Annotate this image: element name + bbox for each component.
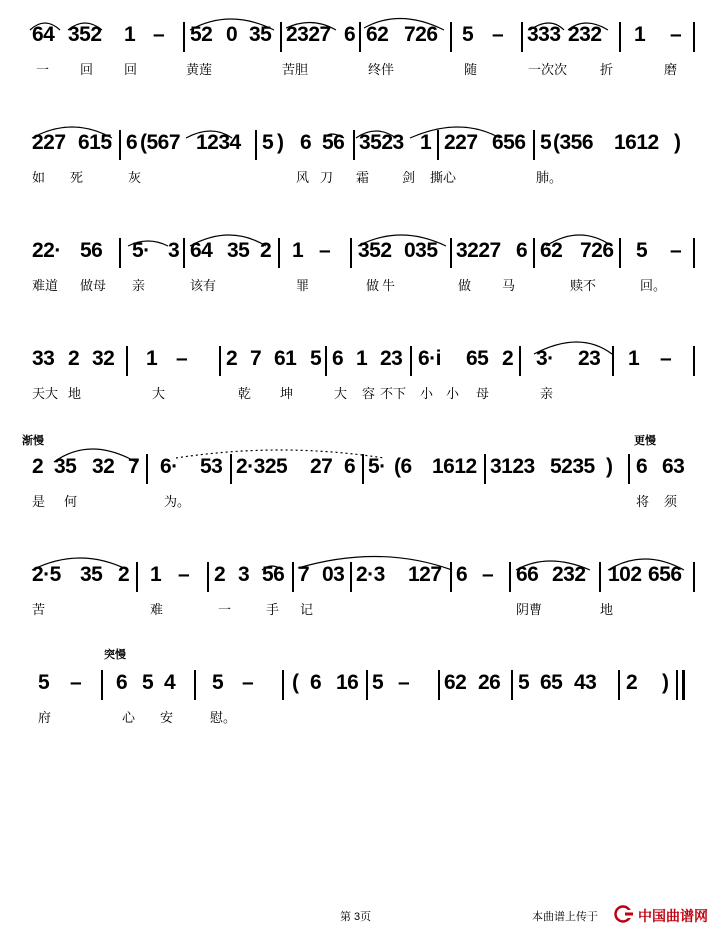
bar-line [325, 346, 327, 376]
site-logo-icon [614, 905, 634, 923]
bar-line [693, 562, 695, 592]
note: 56 [322, 131, 345, 154]
lyric: 撕心 [430, 170, 457, 185]
bar-line [183, 22, 185, 52]
bar-line [450, 22, 452, 52]
note: 3227 [456, 239, 501, 262]
note: (567 [140, 131, 181, 154]
note: – [319, 239, 331, 262]
bar-line [628, 454, 630, 484]
note: 23 [380, 347, 403, 370]
note: 32 [92, 347, 115, 370]
lyric: 牛 [382, 278, 396, 293]
lyric: 为。 [164, 494, 191, 509]
lyric: 记 [300, 602, 314, 617]
note: 2 [626, 671, 638, 694]
note: 2·325 [236, 455, 288, 478]
lyric: 难 [150, 602, 164, 617]
lyric: 不下 [380, 386, 407, 401]
bar-line [521, 22, 523, 52]
note: 2 [502, 347, 514, 370]
bar-line [146, 454, 148, 484]
lyric: 肺。 [536, 170, 563, 185]
note: 3· [536, 347, 554, 370]
bar-line [353, 130, 355, 160]
lyric: 该有 [190, 278, 217, 293]
page-number: 第 3页 [340, 911, 372, 923]
note: – [670, 23, 682, 46]
note: 35 [249, 23, 272, 46]
note: 656 [492, 131, 526, 154]
lyric: 大 [152, 386, 166, 401]
lyric: 苦 [32, 602, 46, 617]
note: 6 [456, 563, 468, 586]
lyric: 容 [362, 386, 376, 401]
note: 2327 [286, 23, 331, 46]
note: 5 [262, 131, 274, 154]
bar-line [437, 130, 439, 160]
note: – [176, 347, 188, 370]
bar-line [292, 562, 294, 592]
lyric: 霜 [356, 170, 370, 185]
lyric: 母 [476, 386, 490, 401]
note: 5 [636, 239, 648, 262]
note: 3 [168, 239, 180, 262]
note: 2·3 [356, 563, 385, 586]
note: 0 [226, 23, 238, 46]
note: – [482, 563, 494, 586]
bar-line [450, 238, 452, 268]
note: 5· [132, 239, 150, 262]
note: – [398, 671, 410, 694]
bar-line [612, 346, 614, 376]
bar-line [126, 346, 128, 376]
lyric: 安 [160, 710, 174, 725]
bar-line [280, 22, 282, 52]
note: 35 [80, 563, 103, 586]
note: 7 [298, 563, 310, 586]
lyric: 剑 [402, 170, 416, 185]
note: 65 [466, 347, 489, 370]
lyric: 坤 [280, 386, 294, 401]
note: 62 [366, 23, 389, 46]
bar-line [136, 562, 138, 592]
lyric: 做 [366, 278, 380, 293]
note: 6 [116, 671, 128, 694]
note: 232 [568, 23, 602, 46]
lyric: 一 [36, 62, 50, 77]
note: 6 [636, 455, 648, 478]
note: 66 [516, 563, 539, 586]
bar-line [350, 238, 352, 268]
note: 2 [68, 347, 80, 370]
note: 127 [408, 563, 442, 586]
note: 2 [226, 347, 238, 370]
note: 5 [372, 671, 384, 694]
lyric: 刀 [320, 170, 334, 185]
note: 333 [527, 23, 561, 46]
note: 62 [540, 239, 563, 262]
note: 5 [212, 671, 224, 694]
bar-line [533, 130, 535, 160]
bar-line [484, 454, 486, 484]
note: 227 [444, 131, 478, 154]
note: 2 [260, 239, 272, 262]
note: ) [606, 455, 613, 478]
note: 1 [292, 239, 304, 262]
note: 1 [420, 131, 432, 154]
bar-line [511, 670, 513, 700]
upload-note: 本曲谱上传于 [532, 911, 598, 923]
note: 2 [32, 455, 44, 478]
note: 5· [368, 455, 386, 478]
note: 5 [38, 671, 50, 694]
lyric: 终伴 [368, 62, 395, 77]
score-system [0, 435, 720, 542]
lyric: 磨 [664, 62, 678, 77]
note: – [660, 347, 672, 370]
lyric: 须 [664, 494, 678, 509]
lyric: 苦胆 [282, 62, 309, 77]
note: ) [674, 131, 681, 154]
bar-line [207, 562, 209, 592]
lyric: 随 [464, 62, 478, 77]
bar-line [350, 562, 352, 592]
lyric: 小 [420, 386, 434, 401]
bar-line [693, 238, 695, 268]
tempo-marking: 更慢 [634, 435, 656, 447]
lyric: 亲 [540, 386, 554, 401]
note: ) [277, 131, 284, 154]
note: 656 [648, 563, 682, 586]
bar-line [450, 562, 452, 592]
note: 35 [54, 455, 77, 478]
lyric: 将 [636, 494, 650, 509]
bar-line [533, 238, 535, 268]
lyric: 一 [218, 602, 232, 617]
note: 726 [580, 239, 614, 262]
note: ) [662, 671, 669, 694]
note: – [70, 671, 82, 694]
note: 1234 [196, 131, 241, 154]
final-bar-line [682, 670, 685, 700]
note: 64 [32, 23, 55, 46]
note: 23 [578, 347, 601, 370]
lyric: 府 [38, 710, 52, 725]
lyric: 黄莲 [186, 62, 213, 77]
site-logo [612, 903, 716, 925]
lyric: 回 [80, 62, 94, 77]
bar-line [282, 670, 284, 700]
lyric: 如 [32, 170, 46, 185]
note: 1 [356, 347, 368, 370]
lyric: 是 [32, 494, 46, 509]
note: 352 [358, 239, 392, 262]
note: ( [292, 671, 299, 694]
note: 3523 [359, 131, 404, 154]
note: 6 [300, 131, 312, 154]
note: 6 [332, 347, 344, 370]
note: 56 [80, 239, 103, 262]
note: 33 [32, 347, 55, 370]
lyric: 天大 [32, 386, 59, 401]
lyric: 回 [124, 62, 138, 77]
note: 1 [628, 347, 640, 370]
note: 27 [310, 455, 333, 478]
note: 1 [634, 23, 646, 46]
note: 03 [322, 563, 345, 586]
lyric: 亲 [132, 278, 146, 293]
note: 035 [404, 239, 438, 262]
note: 32 [92, 455, 115, 478]
bar-line [255, 130, 257, 160]
site-name: 中国曲谱网 [638, 909, 708, 925]
lyric: 做母 [80, 278, 107, 293]
note: (6 [394, 455, 412, 478]
bar-line [362, 454, 364, 484]
note: 227 [32, 131, 66, 154]
lyric: 慰。 [210, 710, 237, 725]
note: 4 [164, 671, 176, 694]
note: 1 [146, 347, 158, 370]
note: 5 [462, 23, 474, 46]
note: 5 [142, 671, 154, 694]
bar-line [278, 238, 280, 268]
bar-line [119, 130, 121, 160]
note: 64 [190, 239, 213, 262]
bar-line [519, 346, 521, 376]
note: – [153, 23, 165, 46]
note: 7 [250, 347, 262, 370]
note: 43 [574, 671, 597, 694]
note: 352 [68, 23, 102, 46]
score-system [0, 344, 720, 434]
note: 615 [78, 131, 112, 154]
note: 26 [478, 671, 501, 694]
note: 35 [227, 239, 250, 262]
note: – [178, 563, 190, 586]
note: 6 [126, 131, 138, 154]
note: 52 [190, 23, 213, 46]
note: 53 [200, 455, 223, 478]
lyric: 小 [446, 386, 460, 401]
bar-line [693, 22, 695, 52]
note: 6·i [418, 347, 442, 370]
note: 1 [150, 563, 162, 586]
note: 102 [608, 563, 642, 586]
score-system [0, 236, 720, 326]
bar-line [119, 238, 121, 268]
lyric: 死 [70, 170, 84, 185]
lyric: 何 [64, 494, 78, 509]
lyric: 心 [122, 710, 136, 725]
bar-line [410, 346, 412, 376]
note: 1 [124, 23, 136, 46]
bar-line [230, 454, 232, 484]
note: 232 [552, 563, 586, 586]
note: 63 [662, 455, 685, 478]
lyric: 风 [296, 170, 310, 185]
bar-line [618, 670, 620, 700]
bar-line [438, 670, 440, 700]
note: 56 [262, 563, 285, 586]
note: 5 [310, 347, 322, 370]
note: 1612 [614, 131, 659, 154]
note: 7 [128, 455, 140, 478]
lyric: 阴曹 [516, 602, 543, 617]
note: 726 [404, 23, 438, 46]
note: 5235 [550, 455, 595, 478]
note: – [670, 239, 682, 262]
note: 65 [540, 671, 563, 694]
lyric: 马 [502, 278, 516, 293]
lyric: 难道 [32, 278, 59, 293]
lyric: 地 [600, 602, 614, 617]
bar-line [101, 670, 103, 700]
note: 6 [344, 455, 356, 478]
note: 2·5 [32, 563, 61, 586]
note: 6 [516, 239, 528, 262]
note: 16 [336, 671, 359, 694]
note: – [242, 671, 254, 694]
tempo-marking: 渐慢 [22, 435, 44, 447]
bar-line [194, 670, 196, 700]
bar-line [183, 238, 185, 268]
lyric: 手 [266, 602, 280, 617]
lyric: 大 [334, 386, 348, 401]
note: 1612 [432, 455, 477, 478]
note: 3 [238, 563, 250, 586]
bar-line [359, 22, 361, 52]
tempo-marking: 突慢 [104, 649, 126, 661]
note: 6 [344, 23, 356, 46]
bar-line [693, 346, 695, 376]
bar-line [676, 670, 678, 700]
note: – [492, 23, 504, 46]
note: 2 [214, 563, 226, 586]
bar-line [219, 346, 221, 376]
lyric: 乾 [238, 386, 252, 401]
note: 2 [118, 563, 130, 586]
note: 6· [160, 455, 178, 478]
score-system [0, 20, 720, 110]
note: 3123 [490, 455, 535, 478]
score-system [0, 128, 720, 218]
note: 22· [32, 239, 61, 262]
lyric: 一次次 [528, 62, 568, 77]
score-system [0, 649, 720, 758]
note: (356 [553, 131, 594, 154]
bar-line [619, 22, 621, 52]
bar-line [366, 670, 368, 700]
lyric: 地 [68, 386, 82, 401]
lyric: 罪 [296, 278, 310, 293]
note: 5 [518, 671, 530, 694]
score-system [0, 560, 720, 650]
lyric: 做 [458, 278, 472, 293]
bar-line [509, 562, 511, 592]
note: 6 [310, 671, 322, 694]
lyric: 折 [600, 62, 614, 77]
lyric: 回。 [640, 278, 667, 293]
bar-line [599, 562, 601, 592]
note: 62 [444, 671, 467, 694]
note: 61 [274, 347, 297, 370]
bar-line [619, 238, 621, 268]
note: 5 [540, 131, 552, 154]
lyric: 灰 [128, 170, 142, 185]
lyric: 赎不 [570, 278, 597, 293]
